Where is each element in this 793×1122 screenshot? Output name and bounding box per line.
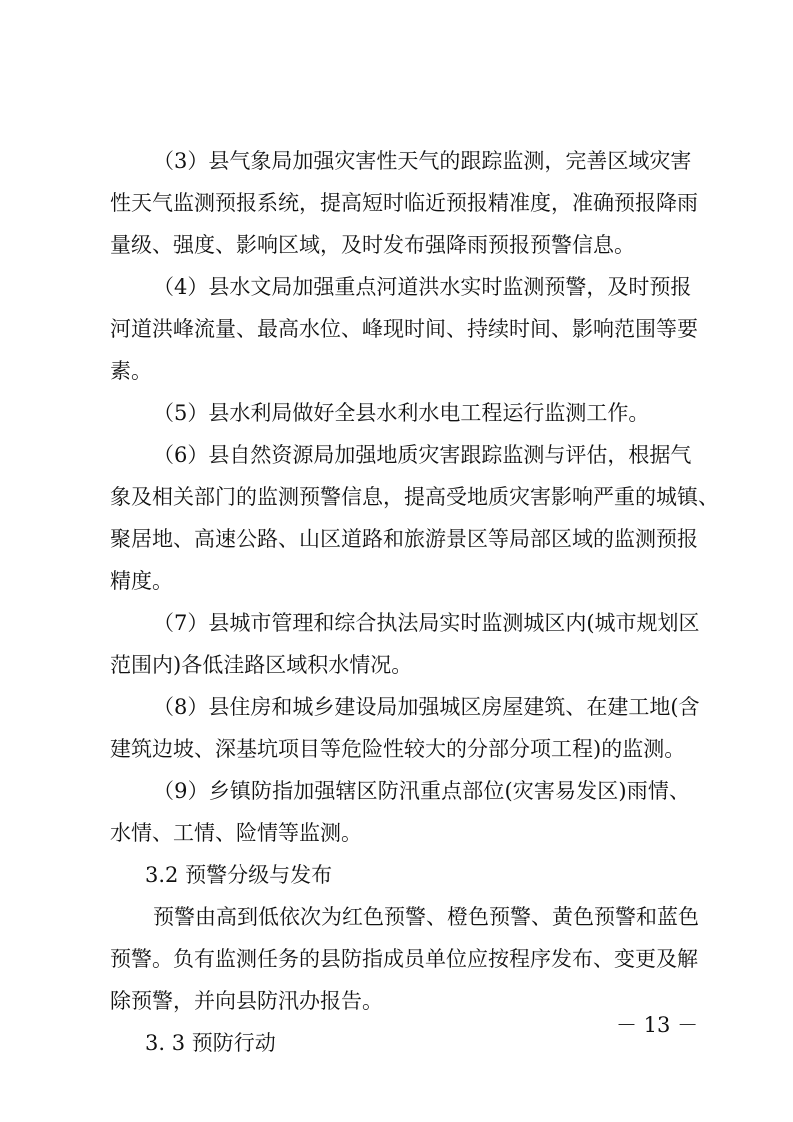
section-heading-3-2: 3.2 预警分级与发布 — [145, 863, 333, 887]
paragraph-4-line-2: 河道洪峰流量、最高水位、峰现时间、持续时间、影响范围等要 — [110, 317, 698, 341]
paragraph-6-line-2: 象及相关部门的监测预警信息，提高受地质灾害影响严重的城镇、 — [110, 485, 719, 509]
paragraph-9-line-1: （9）乡镇防指加强辖区防汛重点部位(灾害易发区)雨情、 — [153, 779, 690, 803]
warning-paragraph-line-1: 预警由高到低依次为红色预警、橙色预警、黄色预警和蓝色 — [153, 905, 699, 929]
warning-paragraph-line-2: 预警。负有监测任务的县防指成员单位应按程序发布、变更及解 — [110, 947, 698, 971]
paragraph-6-line-1: （6）县自然资源局加强地质灾害跟踪监测与评估，根据气 — [153, 443, 692, 467]
paragraph-8-line-1: （8）县住房和城乡建设局加强城区房屋建筑、在建工地(含 — [153, 695, 700, 719]
paragraph-4-line-1: （4）县水文局加强重点河道洪水实时监测预警，及时预报 — [153, 275, 692, 299]
paragraph-9-line-2: 水情、工情、险情等监测。 — [110, 821, 362, 845]
paragraph-8-line-2: 建筑边坡、深基坑项目等危险性较大的分部分项工程)的监测。 — [110, 737, 686, 761]
paragraph-4-line-3: 素。 — [110, 359, 152, 383]
paragraph-6-line-3: 聚居地、高速公路、山区道路和旅游景区等局部区域的监测预报 — [110, 527, 698, 551]
paragraph-6-line-4: 精度。 — [110, 569, 173, 593]
paragraph-3-line-2: 性天气监测预报系统，提高短时临近预报精准度，准确预报降雨 — [110, 191, 698, 215]
paragraph-5-line-1: （5）县水利局做好全县水利水电工程运行监测工作。 — [153, 401, 650, 425]
warning-paragraph-line-3: 除预警，并向县防汛办报告。 — [110, 989, 383, 1013]
paragraph-7-line-1: （7）县城市管理和综合执法局实时监测城区内(城市规划区 — [153, 611, 700, 635]
paragraph-3-line-3: 量级、强度、影响区域，及时发布强降雨预报预警信息。 — [110, 233, 635, 257]
page-number: － 13 － — [616, 1013, 699, 1037]
paragraph-7-line-2: 范围内)各低洼路区域积水情况。 — [110, 653, 413, 677]
paragraph-3-line-1: （3）县气象局加强灾害性天气的跟踪监测，完善区域灾害 — [153, 149, 692, 173]
section-heading-3-3: 3. 3 预防行动 — [145, 1031, 276, 1055]
